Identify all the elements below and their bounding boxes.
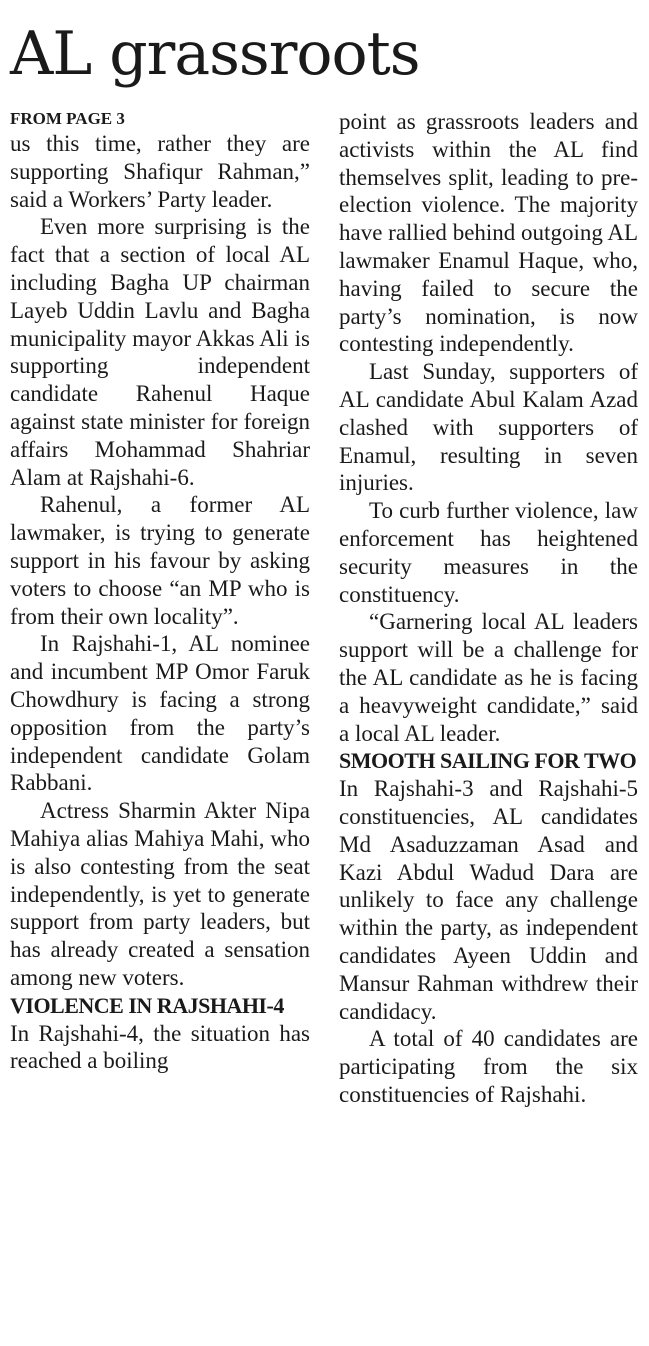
jump-line: FROM PAGE 3	[10, 109, 125, 128]
paragraph: In Rajshahi-1, AL nominee and incumbent MP Omor Faruk Chowdhury is facing a strong opposition from the party’s independent candidate Golam Rabbani.	[10, 631, 310, 796]
paragraph: A total of 40 candidates are participating from the six constituencies of Rajshahi.	[339, 1026, 638, 1107]
paragraph: To curb further violence, law enforcement has heightened security measures in the constituency.	[339, 498, 638, 607]
paragraph: Actress Sharmin Akter Nipa Mahiya alias Mahiya Mahi, who is also contesting from the seat independently, is yet to generate support from party leaders, but has already created a sensation among new voters.	[10, 798, 310, 990]
paragraph: point as grassroots leaders and activists within the AL find themselves split, leading to pre-election violence. The majority have rallied behind outgoing AL lawmaker Enamul Haque, who, having failed to secure the party’s nomination, is now contesting independently.	[339, 109, 638, 357]
paragraph: Last Sunday, supporters of AL candidate Abul Kalam Azad clashed with supporters of Enamul, resulting in seven injuries.	[339, 359, 638, 496]
article-column-right	[339, 108, 638, 1109]
paragraph: Rahenul, a former AL lawmaker, is trying to generate support in his favour by asking voters to choose “an MP who is from their own locality”.	[10, 492, 310, 629]
paragraph: In Rajshahi-4, the situation has reached a boiling	[10, 1020, 310, 1074]
paragraph: In Rajshahi-3 and Rajshahi-5 constituencies, AL candidates Md Asaduzzaman Asad and Kazi Abdul Wadud Dara are unlikely to face any challenge within the party, as independent candidates Ayeen Uddin and Mansur Rahman withdrew their candidacy.	[339, 776, 638, 1024]
subheading-violence: VIOLENCE IN RAJSHAHI-4	[10, 992, 284, 1018]
paragraph: “Garnering local AL leaders support will be a challenge for the AL candidate as he is facing a heavyweight candidate,” said a local AL leader.	[339, 609, 638, 746]
subheading-smooth-sailing: SMOOTH SAILING FOR TWO	[339, 748, 637, 774]
paragraph: Even more surprising is the fact that a section of local AL including Bagha UP chairman Layeb Uddin Lavlu and Bagha municipality mayor Akkas Ali is supporting independent candidate Rahenul Haque against state minister for foreign affairs Mohammad Shahriar Alam at Rajshahi-6.	[10, 214, 310, 490]
paragraph: us this time, rather they are supporting Shafiqur Rahman,” said a Workers’ Party leader.	[10, 131, 310, 212]
headline: AL grassroots	[10, 19, 420, 89]
article-column-left	[10, 108, 310, 1075]
